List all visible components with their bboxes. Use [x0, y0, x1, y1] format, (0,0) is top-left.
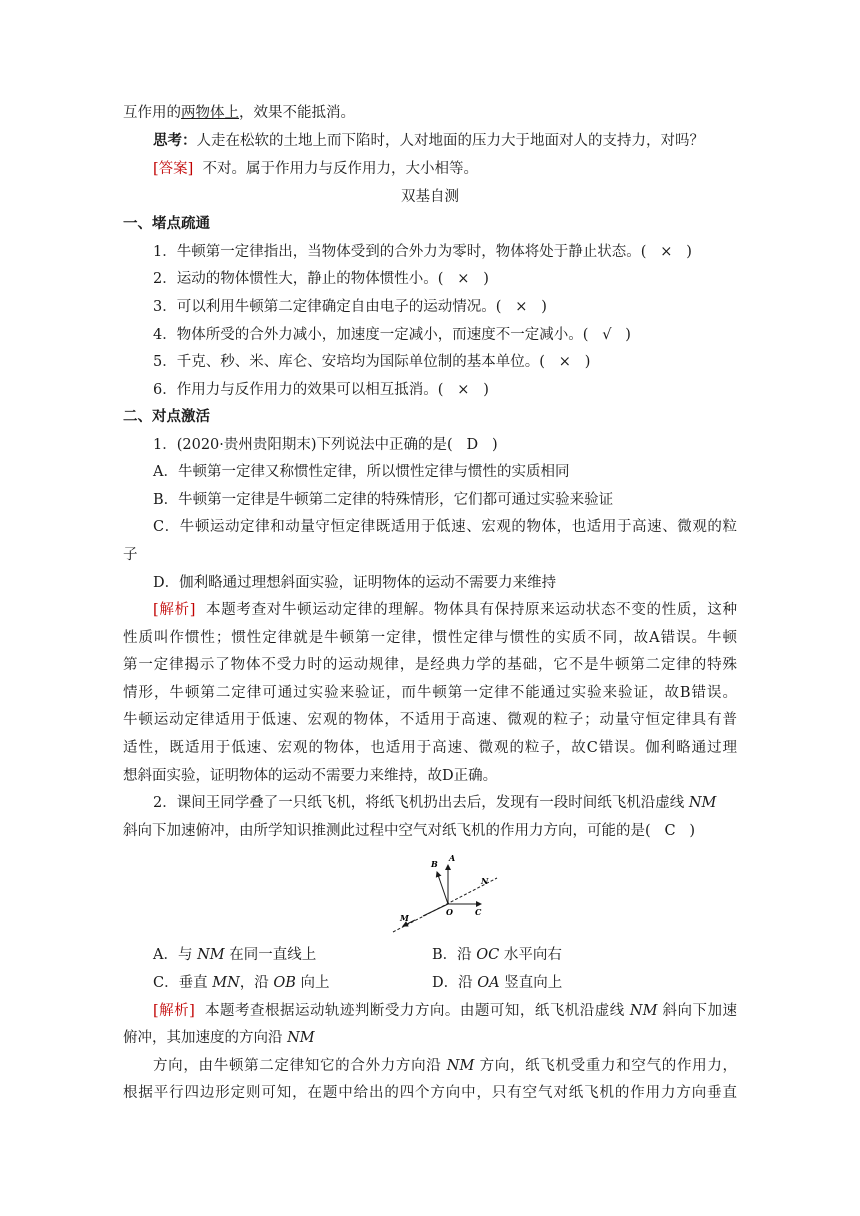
section-title: 双基自测: [401, 189, 459, 205]
q2-option-b: B．沿 OC 水平向右: [432, 947, 562, 963]
q2-stem-2: 斜向下加速俯冲，由所学知识推测此过程中空气对纸飞机的作用力方向，可能的是( C ): [123, 823, 696, 839]
force-diagram: [385, 848, 510, 936]
part2-heading: 二、对点激活: [123, 408, 210, 425]
q1-option-b: B．牛顿第一定律是牛顿第二定律的特殊情形，它们都可通过实验来验证: [153, 492, 614, 508]
q1-analysis-line: 性质叫作惯性；惯性定律就是牛顿第一定律，惯性定律与惯性的实质不同，故A错误。牛顿: [123, 630, 737, 646]
q1-option-c: C．牛顿运动定律和动量守恒定律既适用于低速、宏观的物体，也适用于高速、微观的粒: [153, 519, 737, 535]
intro-line-1: 互作用的两物体上，效果不能抵消。: [123, 105, 355, 121]
q1-option-a: A．牛顿第一定律又称惯性定律，所以惯性定律与惯性的实质相同: [153, 464, 570, 480]
q2-analysis-line: [解析] 本题考查根据运动轨迹判断受力方向。由题可知，纸飞机沿虚线 NM 斜向下加速: [153, 1003, 737, 1019]
answer-label: [答案]: [153, 161, 194, 177]
q1-option-d: D．伽利略通过理想斜面实验，证明物体的运动不需要力来维持: [153, 575, 557, 591]
analysis-label: [解析]: [153, 1003, 195, 1019]
list-item: 1．牛顿第一定律指出，当物体受到的合外力为零时，物体将处于静止状态。( × ): [153, 244, 692, 260]
q2-stem-1: 2．课间王同学叠了一只纸飞机，将纸飞机扔出去后，发现有一段时间纸飞机沿虚线 NM: [153, 795, 717, 811]
q1-analysis-line: 适性，既适用于低速、宏观的物体，也适用于高速、微观的粒子，故C错误。伽利略通过理: [123, 740, 737, 756]
q1-analysis-line: 牛顿运动定律适用于低速、宏观的物体，不适用于高速、微观的粒子；动量守恒定律具有普: [123, 712, 737, 728]
force-ob: [437, 872, 448, 904]
q1-analysis-line: 情形，牛顿第二定律可通过实验来验证，而牛顿第一定律不能通过实验来验证，故B错误。: [123, 685, 737, 701]
analysis-label: [解析]: [153, 602, 196, 618]
answer-line: [答案] 不对。属于作用力与反作用力，大小相等。: [153, 161, 479, 177]
q1-stem: 1．(2020·贵州贵阳期末)下列说法中正确的是( D ): [153, 437, 498, 453]
q1-analysis-line: 第一定律揭示了物体不受力时的运动规律，是经典力学的基础，它不是牛顿第二定律的特殊: [123, 657, 737, 673]
list-item: 2．运动的物体惯性大，静止的物体惯性小。( × ): [153, 271, 489, 287]
q2-analysis-line: 根据平行四边形定则可知，在题中给出的四个方向中，只有空气对纸飞机的作用力方向垂直: [123, 1085, 737, 1101]
list-item: 4．物体所受的合外力减小，加速度一定减小，而速度不一定减小。( √ ): [153, 327, 631, 343]
list-item: 5．千克、秒、米、库仑、安培均为国际单位制的基本单位。( × ): [153, 354, 591, 370]
trajectory-solid: [423, 904, 448, 916]
q1-analysis-line: 想斜面实验，证明物体的运动不需要力来维持，故D正确。: [123, 768, 498, 784]
label-c: C: [475, 907, 482, 917]
think-label: 思考：: [153, 132, 197, 149]
part1-heading: 一、堵点疏通: [123, 215, 210, 232]
label-a: A: [449, 853, 456, 863]
label-m: M: [400, 913, 409, 923]
q2-analysis-line: 方向，由牛顿第二定律知它的合外力方向沿 NM 方向，纸飞机受重力和空气的作用力，: [153, 1058, 737, 1074]
think-line: 思考：人走在松软的土地上而下陷时，人对地面的压力大于地面对人的支持力，对吗？: [153, 132, 704, 149]
q1-analysis-line: [解析] 本题考查对牛顿运动定律的理解。物体具有保持原来运动状态不变的性质，这种: [153, 602, 737, 618]
q1-option-c-cont: 子: [123, 547, 138, 563]
label-o: O: [446, 907, 453, 917]
q2-option-d: D．沿 OA 竖直向上: [432, 975, 563, 991]
q2-analysis-line: 俯冲，其加速度的方向沿 NM: [123, 1030, 315, 1046]
list-item: 3．可以利用牛顿第二定律确定自由电子的运动情况。( × ): [153, 299, 547, 315]
q2-option-a: A．与 NM 在同一直线上: [153, 947, 317, 963]
q2-option-c: C．垂直 MN，沿 OB 向上: [153, 975, 330, 991]
label-b: B: [431, 859, 438, 869]
label-n: N: [481, 876, 489, 886]
list-item: 6．作用力与反作用力的效果可以相互抵消。( × ): [153, 382, 489, 398]
